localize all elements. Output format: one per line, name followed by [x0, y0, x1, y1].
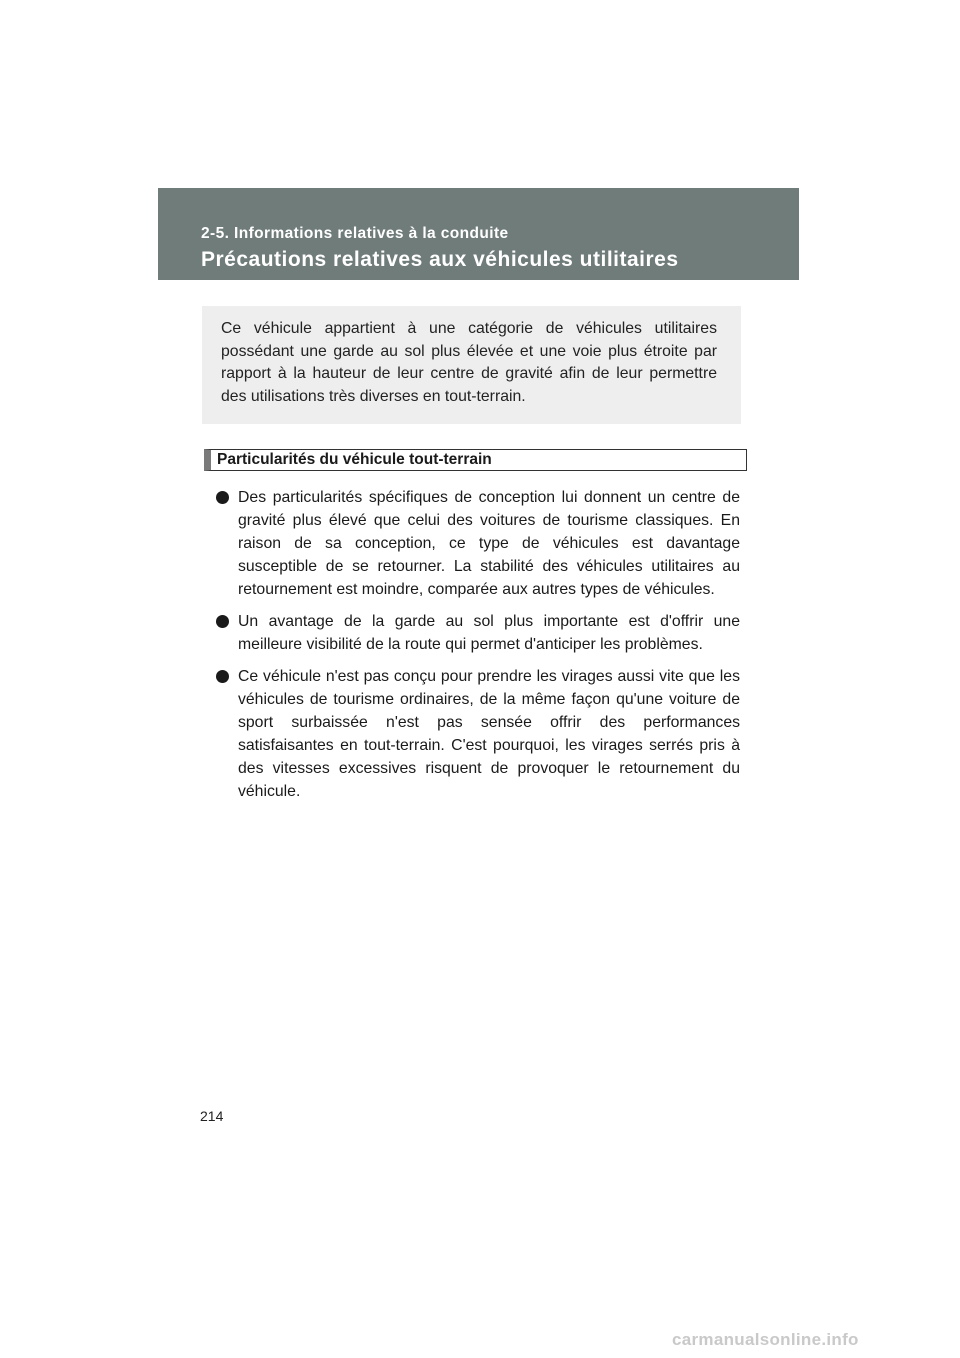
subsection-title: Particularités du véhicule tout-terrain	[217, 451, 492, 468]
bullet-dot-icon	[216, 615, 229, 628]
chapter-header	[158, 188, 799, 280]
bullet-item	[216, 665, 740, 803]
bullet-item	[216, 486, 740, 601]
section-label: 2-5. Informations relatives à la conduite	[201, 225, 509, 242]
bullet-dot-icon	[216, 670, 229, 683]
intro-text: Ce véhicule appartient à une catégorie de véhicules utilitaires possédant une garde au sol plus élevée et une voie plus étroite par rapport à la hauteur de leur centre de gravité afin de leur permettre des utilisations très diverses en tout-terrain.	[221, 320, 717, 405]
intro-box	[202, 306, 741, 424]
bullet-text: Ce véhicule n'est pas conçu pour prendre les virages aussi vite que les véhicules de tourisme ordinaires, de la même façon qu'une voiture de sport surbaissée n'est pas sensée offrir des performances satisfaisantes en tout-terrain. C'est pourquoi, les virages serrés pris à des vitesses excessives risquent de provoquer le retournement du véhicule.	[238, 668, 740, 800]
subsection-heading	[204, 449, 747, 471]
bullet-text: Des particularités spécifiques de conception lui donnent un centre de gravité plus élevé que celui des voitures de tourisme classiques. En raison de sa conception, ce type de véhicules est davantage susceptible de se retourner. La stabilité des véhicules utilitaires au retournement est moindre, comparée aux autres types de véhicules.	[238, 489, 740, 598]
bullet-item	[216, 610, 740, 656]
bullet-dot-icon	[216, 491, 229, 504]
watermark: carmanualsonline.info	[672, 1330, 859, 1349]
bullet-text: Un avantage de la garde au sol plus importante est d'offrir une meilleure visibilité de la route qui permet d'anticiper les problèmes.	[238, 613, 740, 653]
bullet-list	[216, 486, 740, 812]
page-title: Précautions relatives aux véhicules utilitaires	[201, 248, 679, 271]
page-number: 214	[200, 1108, 224, 1124]
